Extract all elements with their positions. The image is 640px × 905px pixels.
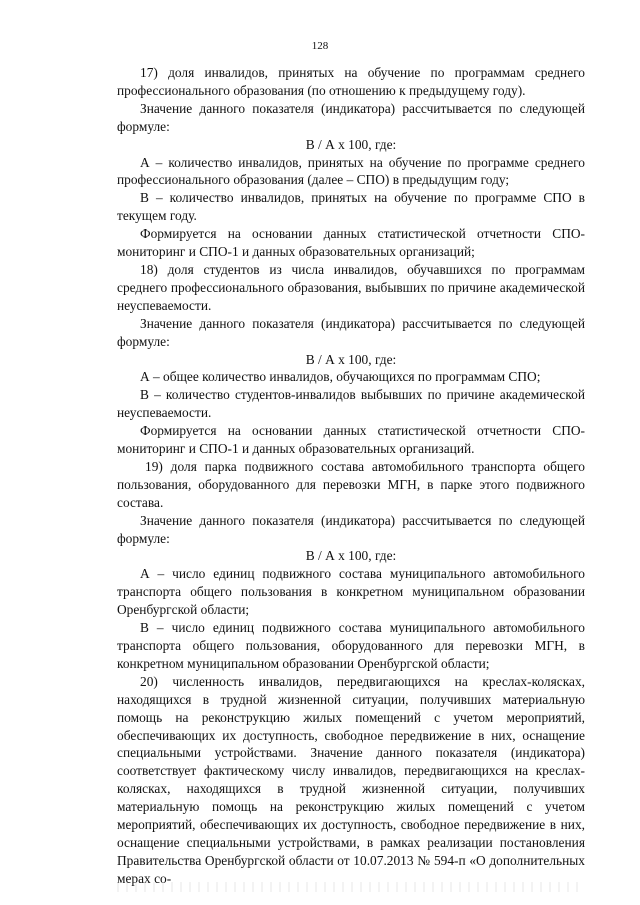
item-20-text: 20) численность инвалидов, передвигающихся на креслах-колясках, находящихся в трудной жизненной ситуации, получивших материальную помощь на реконструкцию жилых помещений с учетом мероприятий, обеспечивающих их доступность, свободное передвижение в них, оснащение специальными устройствами. Значение данного показателя (индикатора) соответствует фактическому числу инвалидов, передвигающихся на креслах-колясках, находящихся в трудной жизненной ситуации, получивших материальную помощь на реконструкцию жилых помещений с учетом мероприятий, обеспечивающих их доступность, свободное передвижение в них, оснащение специальными устройствами, в рамках реализации постановления Правительства Оренбургской области от 10.07.2013 № 594-п «О дополнительных мерах со-	[117, 673, 585, 886]
variable-b-definition: В – количество студентов-инвалидов выбывших по причине академической неуспеваемости.	[117, 387, 585, 421]
page-number: 128	[311, 40, 329, 52]
scan-bottom-artifact	[117, 882, 585, 892]
formula: В / А x 100, где:	[305, 548, 397, 564]
document-body	[117, 64, 585, 888]
item-19-title: 19) доля парка подвижного состава автомобильного транспорта общего пользования, оборудованного для перевозки МГН, в парке этого подвижного состава.	[117, 458, 585, 510]
formula-intro: Значение данного показателя (индикатора) рассчитывается по следующей формуле:	[117, 100, 585, 134]
formula-intro: Значение данного показателя (индикатора) рассчитывается по следующей формуле:	[117, 315, 585, 349]
formula-intro: Значение данного показателя (индикатора) рассчитывается по следующей формуле:	[117, 512, 585, 546]
formula: В / А x 100, где:	[305, 351, 397, 367]
data-source-note: Формируется на основании данных статистической отчетности СПО-мониторинг и СПО-1 и данных образовательных организаций.	[117, 423, 585, 457]
data-source-note: Формируется на основании данных статистической отчетности СПО-мониторинг и СПО-1 и данных образовательных организаций;	[117, 226, 585, 260]
variable-a-definition: А – общее количество инвалидов, обучающихся по программам СПО;	[140, 369, 541, 385]
item-18-title: 18) доля студентов из числа инвалидов, обучавшихся по программам среднего профессионального образования, выбывших по причине академической неуспеваемости.	[117, 261, 585, 313]
variable-b-definition: В – количество инвалидов, принятых на обучение по программе СПО в текущем году.	[117, 190, 585, 224]
variable-a-definition: А – число единиц подвижного состава муниципального автомобильного транспорта общего пользования в конкретном муниципальном образовании Оренбургской области;	[117, 566, 585, 618]
formula: В / А x 100, где:	[305, 136, 397, 152]
variable-b-definition: В – число единиц подвижного состава муниципального автомобильного транспорта общего пользования, оборудованного для перевозки МГН, в конкретном муниципальном образовании Оренбургской области;	[117, 620, 585, 671]
item-17-title: 17) доля инвалидов, принятых на обучение по программам среднего профессионального образования (по отношению к предыдущему году).	[117, 65, 585, 98]
variable-a-definition: А – количество инвалидов, принятых на обучение по программе среднего профессионального образования (далее – СПО) в предыдущим году;	[117, 154, 585, 188]
